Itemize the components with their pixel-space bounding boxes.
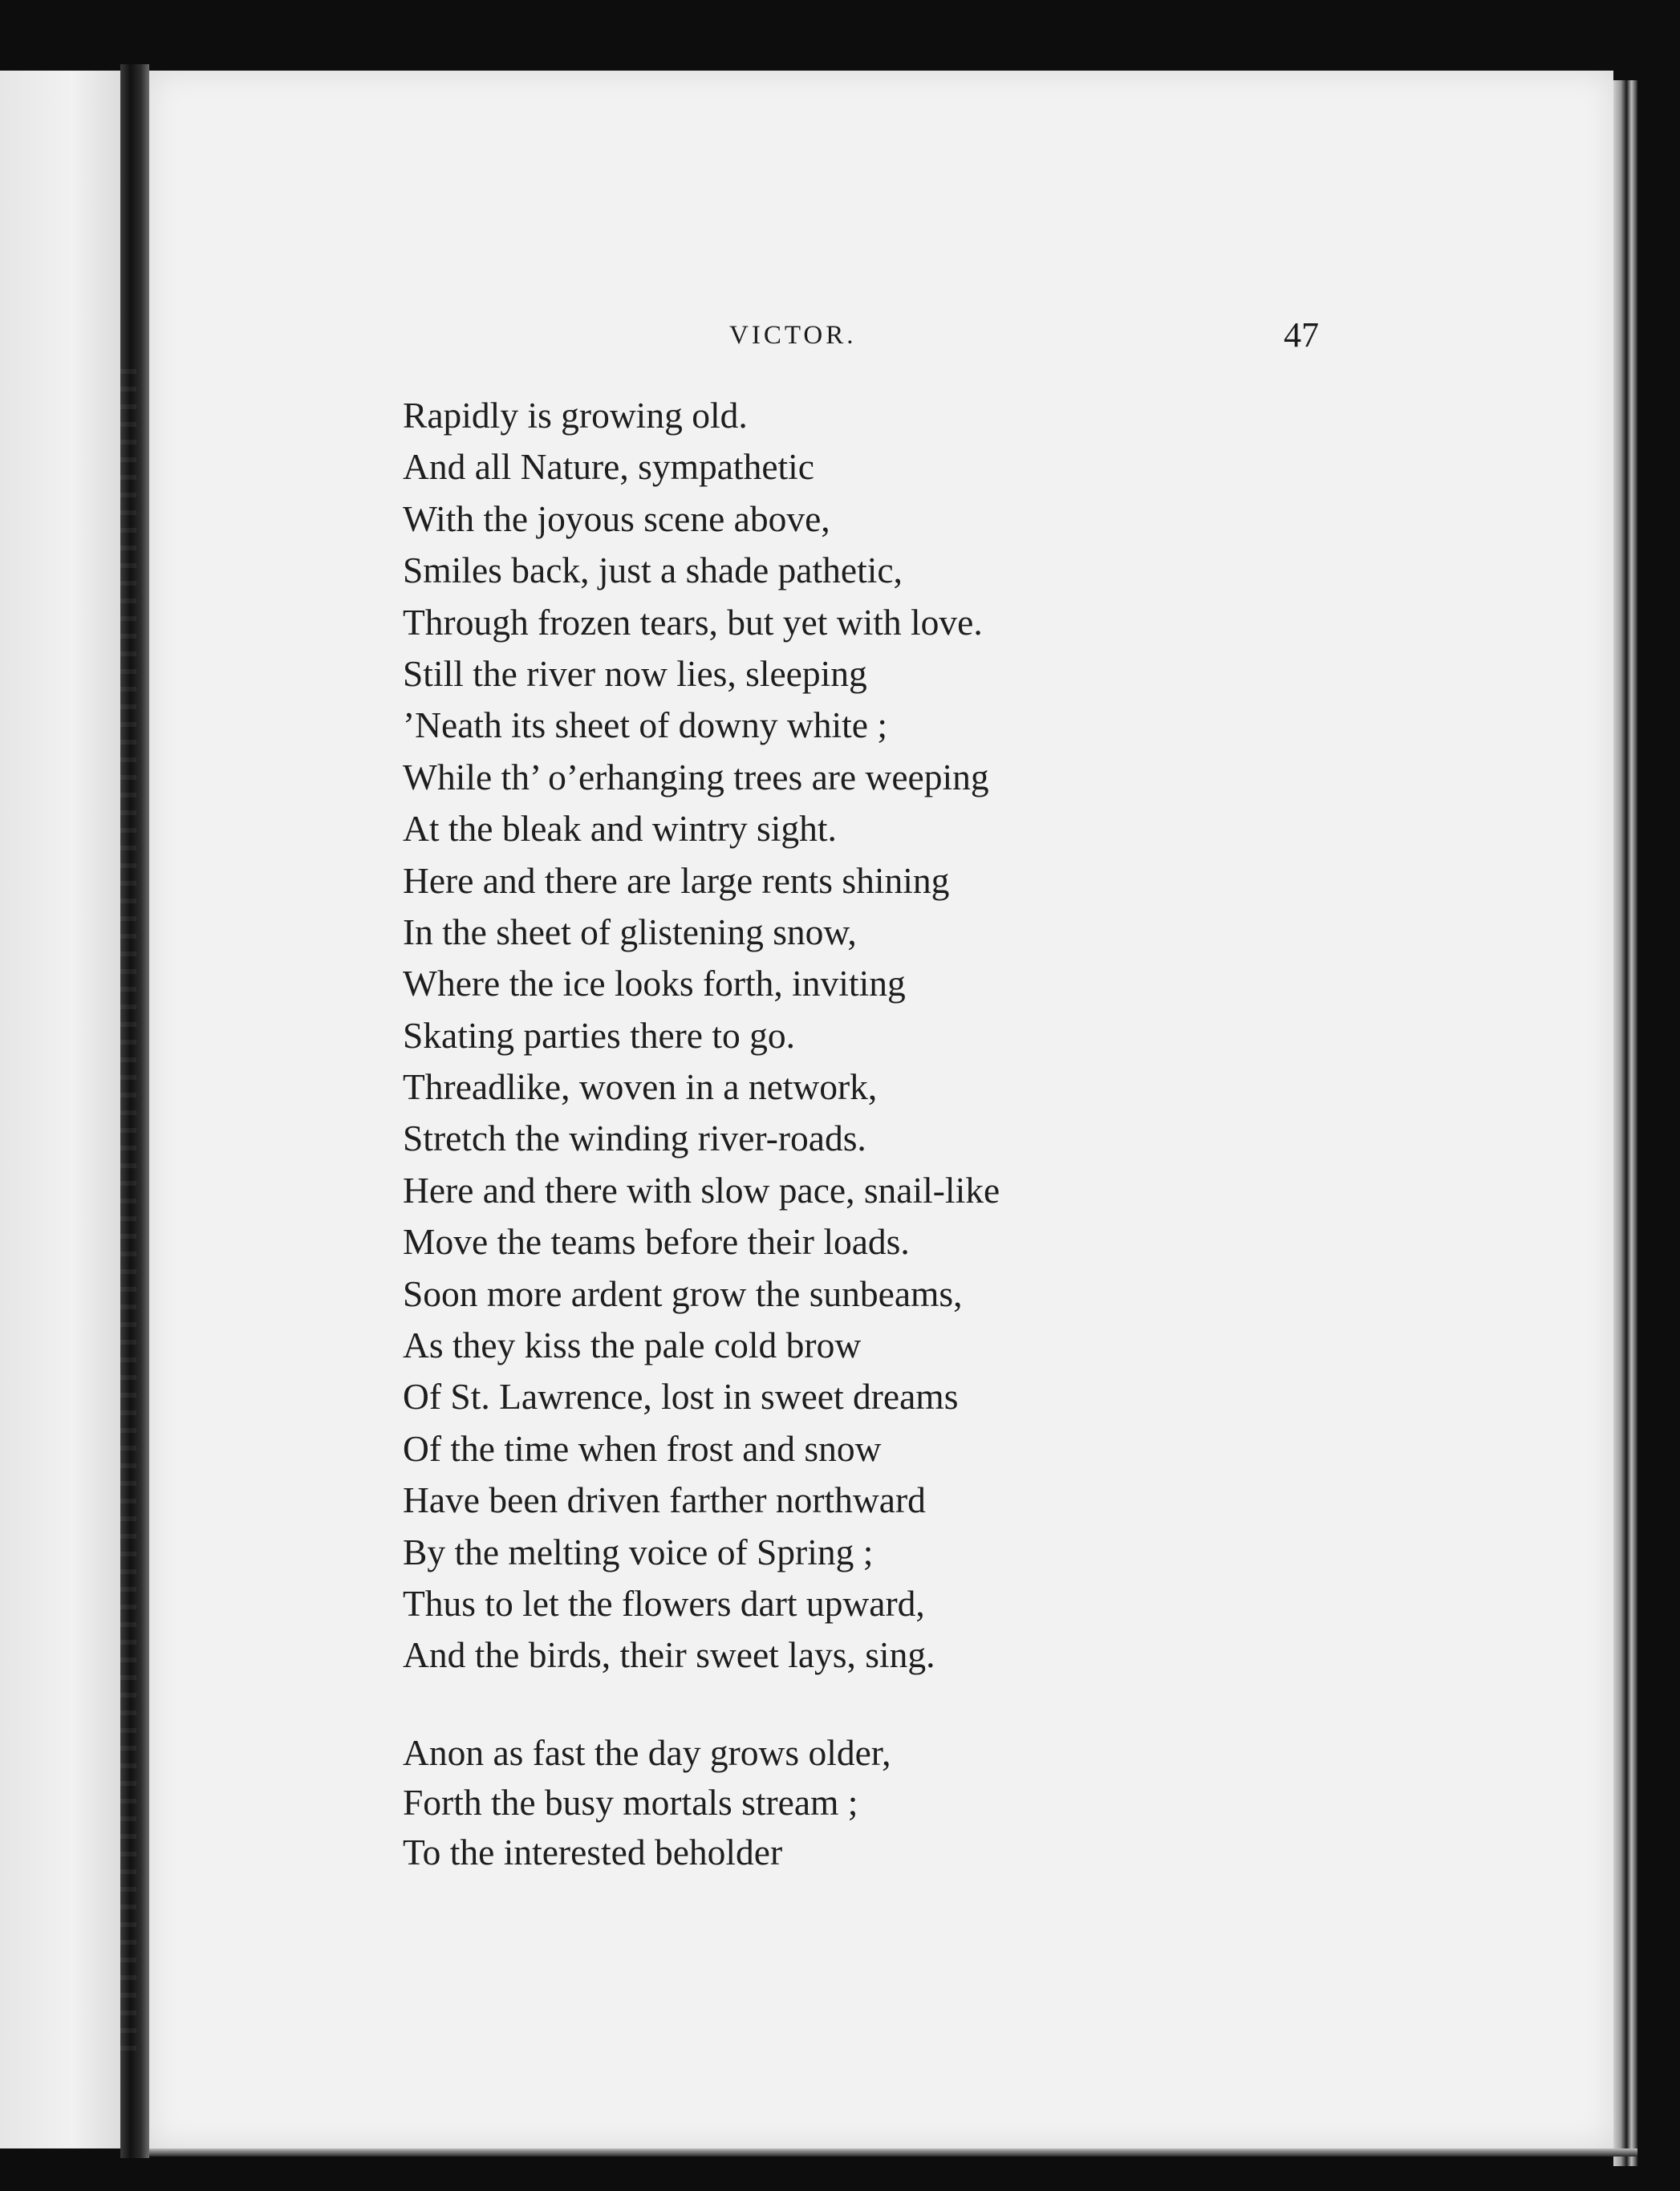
verse-line: As they kiss the pale cold brow [403, 1325, 862, 1366]
verse-line: Smiles back, just a shade pathetic, [403, 550, 903, 591]
facing-page-edge [0, 71, 120, 2148]
gutter-shadow [120, 369, 136, 2054]
verse-line: Have been driven farther northward [403, 1479, 926, 1521]
verse-line: Threadlike, woven in a network, [403, 1066, 878, 1108]
verse-line: With the joyous scene above, [403, 497, 830, 539]
verse-line: Forth the busy mortals stream ; [403, 1781, 858, 1823]
stanza [403, 390, 1205, 1682]
verse-line: Rapidly is growing old. [403, 395, 748, 436]
verse-line: Soon more ardent grow the sunbeams, [403, 1272, 963, 1314]
verse-line: Skating parties there to go. [403, 1014, 796, 1056]
page-bottom-edge [149, 2148, 1637, 2157]
running-head-title: VICTOR. [729, 321, 857, 350]
verse-line: And the birds, their sweet lays, sing. [403, 1634, 935, 1676]
running-head [0, 311, 1680, 359]
verse-line: Of the time when frost and snow [403, 1427, 882, 1469]
verse-line: Of St. Lawrence, lost in sweet dreams [403, 1376, 959, 1418]
verse-line: Still the river now lies, sleeping [403, 652, 867, 694]
verse-line: Stretch the winding river-roads. [403, 1118, 866, 1159]
verse-line: Where the ice looks forth, inviting [403, 963, 906, 1004]
verse-line: And all Nature, sympathetic [403, 446, 814, 488]
verse-line: Here and there with slow pace, snail-like [403, 1169, 1000, 1211]
poem-text [403, 390, 1205, 1877]
page-block-edge [1613, 80, 1637, 2166]
verse-line: At the bleak and wintry sight. [403, 808, 837, 850]
verse-line: Thus to let the flowers dart upward, [403, 1582, 925, 1624]
verse-line: Here and there are large rents shining [403, 859, 950, 901]
verse-line: In the sheet of glistening snow, [403, 911, 857, 952]
verse-line: Move the teams before their loads. [403, 1221, 910, 1263]
verse-line: ’Neath its sheet of downy white ; [403, 704, 888, 746]
stanza [403, 1728, 1205, 1877]
verse-line: Through frozen tears, but yet with love. [403, 601, 983, 643]
page-number: 47 [1284, 315, 1319, 355]
verse-line: By the melting voice of Spring ; [403, 1531, 874, 1572]
verse-line: To the interested beholder [403, 1831, 783, 1872]
verse-line: Anon as fast the day grows older, [403, 1731, 891, 1773]
verse-line: While th’ o’erhanging trees are weeping [403, 756, 989, 797]
